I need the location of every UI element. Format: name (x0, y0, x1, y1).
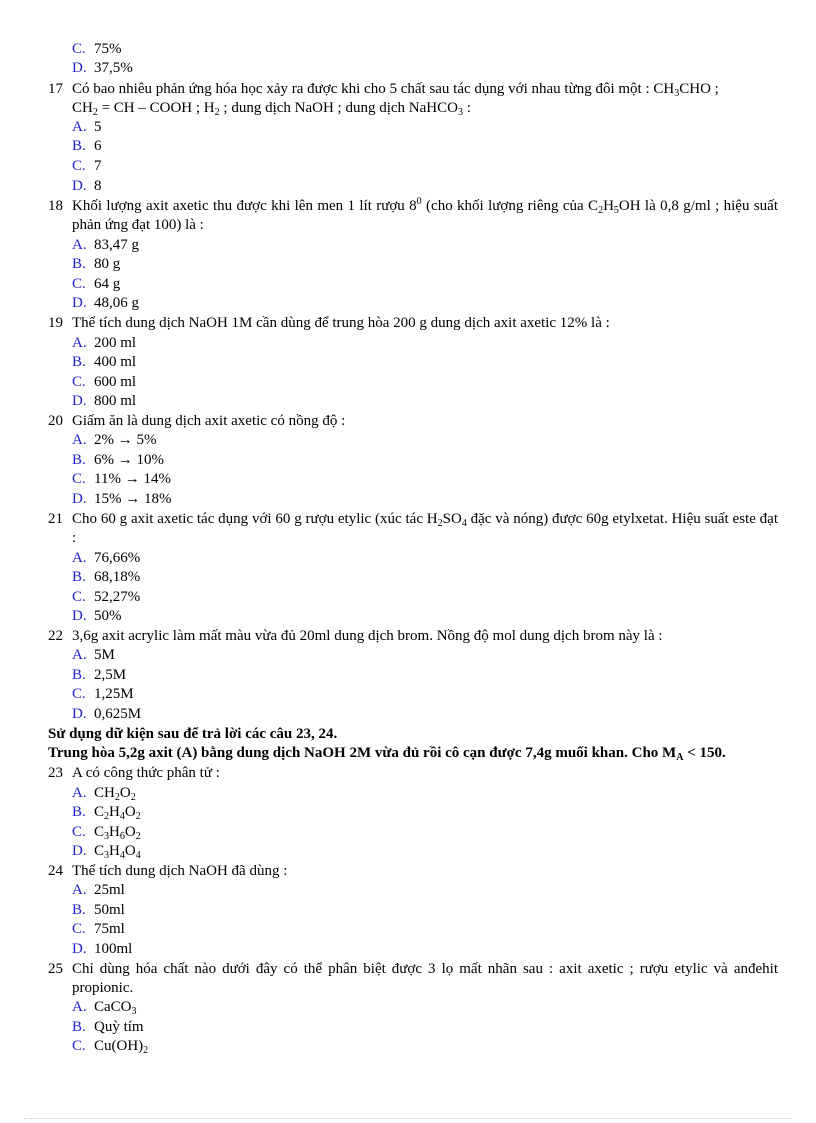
question-number: 25 (48, 961, 63, 977)
option-text: 75ml (94, 921, 125, 937)
formula-part: CaCO (94, 999, 132, 1015)
subscript: 4 (135, 850, 141, 861)
option-letter: D. (72, 393, 87, 409)
subscript: 2 (437, 518, 443, 529)
option-text: 7 (94, 158, 102, 174)
option-text: 64 g (94, 276, 121, 292)
q25-option-a (72, 998, 137, 1017)
text-part: SO (442, 511, 462, 527)
q21-option-a (72, 549, 140, 568)
option-text: 50% (94, 608, 122, 624)
subscript: 2 (135, 831, 141, 842)
formula-part: H (109, 804, 120, 820)
option-letter: A. (72, 432, 87, 448)
formula-part: Cu(OH) (94, 1038, 144, 1054)
q24-option-a (72, 881, 125, 900)
option-text: 83,47 g (94, 237, 139, 253)
option-letter: D. (72, 706, 87, 722)
option-letter: D. (72, 60, 87, 76)
question-number: 19 (48, 315, 63, 331)
q25-option-b (72, 1018, 144, 1037)
q16-option-c (72, 40, 122, 59)
option-letter: C. (72, 276, 86, 292)
option-text: 50ml (94, 902, 125, 918)
option-letter: D. (72, 178, 87, 194)
option-text: 2,5M (94, 667, 127, 683)
text-part: CHO ; (679, 81, 719, 97)
shared-data-text (48, 744, 726, 763)
option-letter: D. (72, 941, 87, 957)
subscript: 2 (104, 811, 110, 822)
q19-option-d (72, 392, 136, 411)
subscript: A (676, 752, 684, 763)
question-number: 24 (48, 863, 63, 879)
text-part: (cho khối lượng riêng của C (421, 198, 599, 214)
q23-option-c (72, 823, 141, 842)
q23-option-b (72, 803, 141, 822)
option-text: 8 (94, 178, 102, 194)
q17-option-c (72, 157, 102, 176)
q20-option-c (72, 470, 171, 489)
question-18 (48, 197, 778, 235)
option-letter: C. (72, 921, 86, 937)
option-text: 80 g (94, 256, 121, 272)
option-letter: D. (72, 491, 87, 507)
option-letter: D. (72, 295, 87, 311)
option-text: 37,5% (94, 60, 133, 76)
option-text: 600 ml (94, 374, 137, 390)
subscript: 3 (674, 88, 680, 99)
subscript: 2 (214, 107, 220, 118)
shared-data-heading: Sử dụng dữ kiện sau để trả lời các câu 23, 24. (48, 726, 338, 742)
text-part: < 150. (683, 745, 726, 761)
formula-part: H (109, 824, 120, 840)
question-number: 18 (48, 198, 63, 214)
q19-option-c (72, 373, 136, 392)
option-letter: C. (72, 1038, 86, 1054)
question-text: Thể tích dung dịch NaOH đã dùng : (72, 863, 288, 879)
subscript: 2 (135, 811, 141, 822)
option-letter: C. (72, 686, 86, 702)
q19-option-a (72, 334, 136, 353)
q23-option-d (72, 842, 141, 861)
option-letter: D. (72, 843, 87, 859)
option-text: 1,25M (94, 686, 134, 702)
text-part: OH là 0,8 g/ml ; hiệu suất phản ứng đạt 100) là : (72, 198, 778, 233)
question-text (72, 80, 778, 118)
option-letter: B. (72, 138, 86, 154)
option-letter: C. (72, 589, 86, 605)
text-part: Khối lượng axit axetic thu được khi lên men 1 lít rượu 8 (72, 198, 417, 214)
option-letter: A. (72, 237, 87, 253)
text-part: Có bao nhiêu phản ứng hóa học xảy ra được khi cho 5 chất sau tác dụng với nhau từng đôi một : CH (72, 81, 675, 97)
option-text: 2% → 5% (94, 432, 157, 448)
option-text: Quỳ tím (94, 1019, 144, 1035)
option-letter: C. (72, 158, 86, 174)
q18-option-a (72, 236, 139, 255)
question-21 (48, 510, 778, 548)
option-text: 52,27% (94, 589, 141, 605)
option-letter: B. (72, 1019, 86, 1035)
q23-option-a (72, 784, 136, 803)
q25-option-c (72, 1037, 148, 1056)
question-number: 22 (48, 628, 63, 644)
question-text: A có công thức phân tử : (72, 765, 220, 781)
option-text: 15% → 18% (94, 491, 172, 507)
q21-option-b (72, 568, 140, 587)
question-24 (48, 862, 778, 881)
subscript: 5 (613, 205, 619, 216)
subscript: 2 (598, 205, 604, 216)
q24-option-b (72, 901, 125, 920)
question-text: Chỉ dùng hóa chất nào dưới đây có thể phân biệt được 3 lọ mất nhãn sau : axit axetic ; rượu etylic và anđehit propionic. (72, 961, 778, 996)
option-text: 200 ml (94, 335, 137, 351)
subscript: 2 (130, 792, 136, 803)
q20-option-b (72, 451, 164, 470)
option-text: 0,625M (94, 706, 142, 722)
text-part: CH (72, 100, 93, 116)
text-part: H (603, 198, 614, 214)
superscript: 0 (416, 196, 422, 207)
option-letter: C. (72, 824, 86, 840)
option-letter: A. (72, 785, 87, 801)
question-number: 20 (48, 413, 63, 429)
subscript: 2 (92, 107, 98, 118)
option-text: 48,06 g (94, 295, 139, 311)
formula-part: O (124, 824, 136, 840)
option-text: 400 ml (94, 354, 137, 370)
question-number: 17 (48, 81, 63, 97)
option-letter: A. (72, 647, 87, 663)
option-text: 25ml (94, 882, 125, 898)
q18-option-b (72, 255, 120, 274)
q21-option-d (72, 607, 122, 626)
option-text: 6 (94, 138, 102, 154)
option-text: 5 (94, 119, 102, 135)
option-letter: D. (72, 608, 87, 624)
option-letter: A. (72, 119, 87, 135)
question-number: 23 (48, 765, 63, 781)
question-text (72, 510, 778, 548)
formula-part: O (119, 785, 131, 801)
q22-option-b (72, 666, 126, 685)
subscript: 4 (119, 850, 125, 861)
subscript: 4 (119, 811, 125, 822)
option-letter: B. (72, 902, 86, 918)
option-text: 6% → 10% (94, 452, 164, 468)
question-text: Giấm ăn là dung dịch axit axetic có nồng độ : (72, 413, 346, 429)
subscript: 3 (104, 850, 110, 861)
option-text: 100ml (94, 941, 133, 957)
formula-part: C (94, 824, 105, 840)
question-text: 3,6g axit acrylic làm mất màu vừa đủ 20ml dung dịch brom. Nồng độ mol dung dịch brom này là : (72, 628, 663, 644)
option-text: 68,18% (94, 569, 141, 585)
text-part: ; dung dịch NaOH ; dung dịch NaHCO (219, 100, 458, 116)
formula-part: C (94, 804, 105, 820)
option-text: 75% (94, 41, 122, 57)
option-letter: B. (72, 667, 86, 683)
q21-option-c (72, 588, 140, 607)
option-letter: B. (72, 452, 86, 468)
formula-part: O (124, 843, 136, 859)
option-letter: A. (72, 882, 87, 898)
subscript: 2 (114, 792, 120, 803)
formula-part: H (109, 843, 120, 859)
text-part: Trung hòa 5,2g axit (A) bằng dung dịch NaOH 2M vừa đủ rồi cô cạn được 7,4g muối khan. Cho M (48, 745, 677, 761)
option-text: 800 ml (94, 393, 137, 409)
q22-option-c (72, 685, 134, 704)
text-part: = CH – COOH ; H (97, 100, 215, 116)
q18-option-c (72, 275, 120, 294)
option-letter: B. (72, 569, 86, 585)
subscript: 2 (143, 1045, 149, 1056)
question-number: 21 (48, 511, 63, 527)
option-letter: A. (72, 550, 87, 566)
question-17 (48, 80, 778, 118)
q20-option-a (72, 431, 157, 450)
question-23 (48, 764, 778, 783)
option-letter: B. (72, 804, 86, 820)
q22-option-d (72, 705, 141, 724)
option-text: 5M (94, 647, 115, 663)
question-19 (48, 314, 778, 333)
option-letter: C. (72, 374, 86, 390)
option-letter: B. (72, 256, 86, 272)
option-text: 11% → 14% (94, 471, 171, 487)
q24-option-c (72, 920, 125, 939)
option-letter: A. (72, 335, 87, 351)
q17-option-b (72, 137, 102, 156)
subscript: 3 (131, 1006, 137, 1017)
option-text: 76,66% (94, 550, 141, 566)
question-20 (48, 412, 778, 431)
subscript: 4 (461, 518, 467, 529)
option-letter: C. (72, 471, 86, 487)
option-letter: A. (72, 999, 87, 1015)
q20-option-d (72, 490, 172, 509)
option-letter: C. (72, 41, 86, 57)
formula-part: O (124, 804, 136, 820)
q22-option-a (72, 646, 115, 665)
q18-option-d (72, 294, 139, 313)
subscript: 6 (119, 831, 125, 842)
text-part: : (462, 100, 471, 116)
formula-part: CH (94, 785, 115, 801)
option-letter: B. (72, 354, 86, 370)
page-bottom-divider (24, 1118, 792, 1119)
question-text (72, 197, 778, 235)
formula-part: C (94, 843, 105, 859)
q17-option-a (72, 118, 102, 137)
question-22 (48, 627, 778, 646)
q16-option-d (72, 59, 133, 78)
q17-option-d (72, 177, 102, 196)
subscript: 3 (457, 107, 463, 118)
question-25 (48, 960, 778, 998)
subscript: 3 (104, 831, 110, 842)
text-part: đặc và nóng) được 60g etylxetat. Hiệu suất este đạt : (72, 511, 778, 546)
question-text: Thể tích dung dịch NaOH 1M cần dùng để trung hòa 200 g dung dịch axit axetic 12% là : (72, 315, 610, 331)
q24-option-d (72, 940, 132, 959)
text-part: Cho 60 g axit axetic tác dụng với 60 g rượu etylic (xúc tác H (72, 511, 438, 527)
q19-option-b (72, 353, 136, 372)
